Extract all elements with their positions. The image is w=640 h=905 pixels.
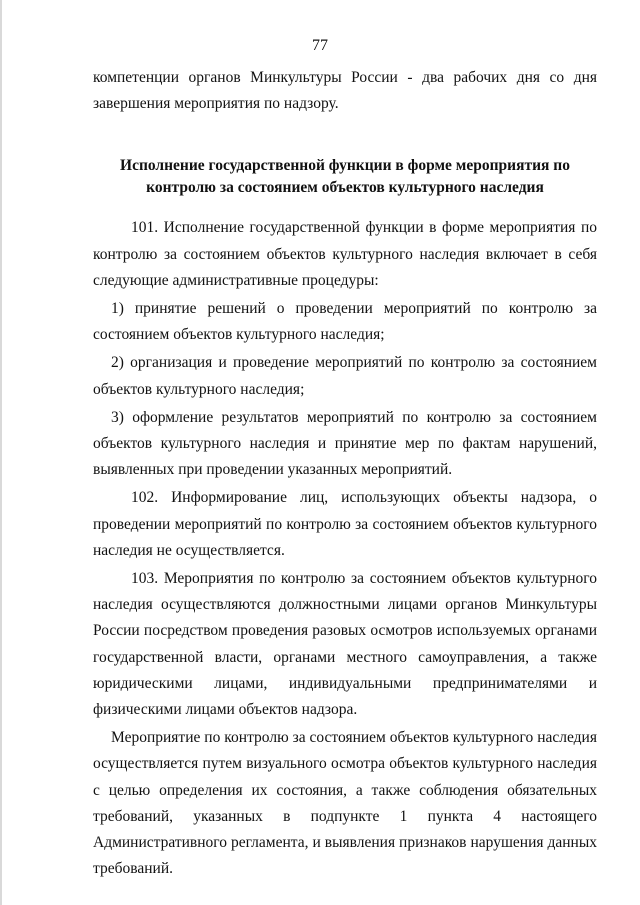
page-left-edge bbox=[0, 0, 2, 905]
page-number: 77 bbox=[312, 37, 328, 54]
paragraph-102: 102. Информирование лиц, использующих объекты надзора, о проведении мероприятий по контролю за состоянием объектов культурного наследия не осуществляется. bbox=[93, 489, 597, 559]
paragraph-inspection: Мероприятие по контролю за состоянием объектов культурного наследия осуществляется путем визуального осмотра объектов культурного наследия с целью определения их состояния, а также соблюдения обязательных требований, указанных в подпункте 1 пункта 4 настоящего Административного регламента, и выявления признаков нарушения данных требований. bbox=[93, 729, 597, 878]
paragraph-103: 103. Мероприятия по контролю за состоянием объектов культурного наследия осуществляются должностными лицами органов Минкультуры России посредством проведения разовых осмотров используемых органами государственной власти, органами местного самоуправления, а также юридическими лицами, индивидуальными предпринимателями и физическими лицами объектов надзора. bbox=[93, 570, 597, 719]
list-item-1: 1) принятие решений о проведении мероприятий по контролю за состоянием объектов культурного наследия; bbox=[93, 300, 597, 344]
continuation-paragraph: компетенции органов Минкультуры России - два рабочих дня со дня завершения мероприятия по надзору. bbox=[93, 69, 597, 113]
document-body bbox=[93, 65, 597, 882]
section-heading: Исполнение государственной функции в форме мероприятия по контролю за состоянием объектов культурного наследия bbox=[120, 157, 570, 197]
list-item-3: 3) оформление результатов мероприятий по контролю за состоянием объектов культурного наследия и принятие мер по фактам нарушений, выявленных при проведении указанных мероприятий. bbox=[93, 408, 597, 479]
paragraph-101: 101. Исполнение государственной функции в форме мероприятия по контролю за состоянием объектов культурного наследия включает в себя следующие административные процедуры: bbox=[93, 219, 597, 289]
list-item-2: 2) организация и проведение мероприятий по контролю за состоянием объектов культурного наследия; bbox=[93, 354, 597, 398]
